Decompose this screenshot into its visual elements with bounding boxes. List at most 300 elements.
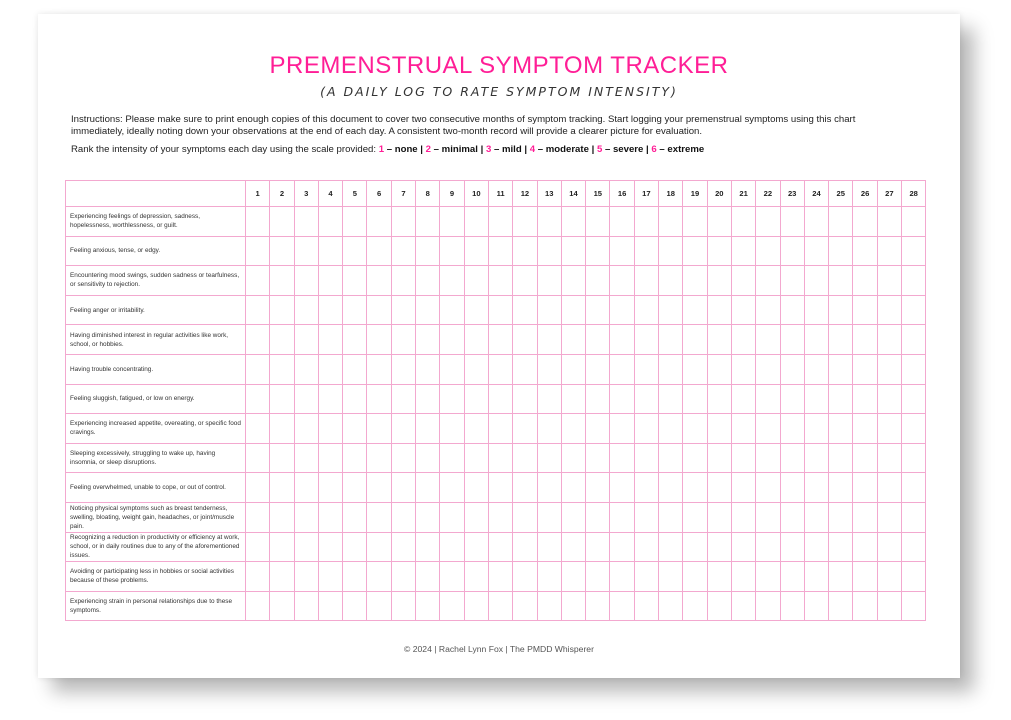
rating-cell[interactable]	[659, 532, 683, 562]
rating-cell[interactable]	[294, 532, 318, 562]
rating-cell[interactable]	[829, 502, 853, 532]
rating-cell[interactable]	[391, 295, 415, 325]
rating-cell[interactable]	[343, 295, 367, 325]
rating-cell[interactable]	[270, 295, 294, 325]
rating-cell[interactable]	[488, 207, 512, 237]
rating-cell[interactable]	[464, 325, 488, 355]
rating-cell[interactable]	[829, 532, 853, 562]
rating-cell[interactable]	[804, 443, 828, 473]
rating-cell[interactable]	[318, 236, 342, 266]
rating-cell[interactable]	[707, 562, 731, 592]
rating-cell[interactable]	[707, 207, 731, 237]
rating-cell[interactable]	[829, 591, 853, 621]
rating-cell[interactable]	[246, 562, 270, 592]
rating-cell[interactable]	[586, 532, 610, 562]
rating-cell[interactable]	[780, 354, 804, 384]
rating-cell[interactable]	[610, 236, 634, 266]
rating-cell[interactable]	[829, 443, 853, 473]
rating-cell[interactable]	[804, 532, 828, 562]
rating-cell[interactable]	[586, 591, 610, 621]
rating-cell[interactable]	[561, 354, 585, 384]
rating-cell[interactable]	[731, 207, 755, 237]
rating-cell[interactable]	[464, 236, 488, 266]
rating-cell[interactable]	[756, 502, 780, 532]
rating-cell[interactable]	[634, 354, 658, 384]
rating-cell[interactable]	[780, 562, 804, 592]
rating-cell[interactable]	[756, 591, 780, 621]
rating-cell[interactable]	[440, 532, 464, 562]
rating-cell[interactable]	[853, 473, 877, 503]
rating-cell[interactable]	[513, 295, 537, 325]
rating-cell[interactable]	[731, 236, 755, 266]
rating-cell[interactable]	[683, 532, 707, 562]
rating-cell[interactable]	[343, 384, 367, 414]
rating-cell[interactable]	[246, 532, 270, 562]
rating-cell[interactable]	[513, 473, 537, 503]
rating-cell[interactable]	[294, 295, 318, 325]
rating-cell[interactable]	[877, 266, 901, 296]
rating-cell[interactable]	[270, 207, 294, 237]
rating-cell[interactable]	[780, 414, 804, 444]
rating-cell[interactable]	[294, 266, 318, 296]
rating-cell[interactable]	[780, 473, 804, 503]
rating-cell[interactable]	[537, 473, 561, 503]
rating-cell[interactable]	[902, 325, 926, 355]
rating-cell[interactable]	[853, 295, 877, 325]
rating-cell[interactable]	[391, 354, 415, 384]
rating-cell[interactable]	[731, 473, 755, 503]
rating-cell[interactable]	[634, 266, 658, 296]
rating-cell[interactable]	[343, 591, 367, 621]
rating-cell[interactable]	[610, 502, 634, 532]
rating-cell[interactable]	[756, 207, 780, 237]
rating-cell[interactable]	[780, 532, 804, 562]
rating-cell[interactable]	[343, 532, 367, 562]
rating-cell[interactable]	[853, 532, 877, 562]
rating-cell[interactable]	[877, 502, 901, 532]
rating-cell[interactable]	[513, 354, 537, 384]
rating-cell[interactable]	[561, 414, 585, 444]
rating-cell[interactable]	[416, 443, 440, 473]
rating-cell[interactable]	[586, 443, 610, 473]
rating-cell[interactable]	[634, 591, 658, 621]
rating-cell[interactable]	[537, 502, 561, 532]
rating-cell[interactable]	[416, 532, 440, 562]
rating-cell[interactable]	[853, 354, 877, 384]
rating-cell[interactable]	[731, 384, 755, 414]
rating-cell[interactable]	[707, 532, 731, 562]
rating-cell[interactable]	[367, 473, 391, 503]
rating-cell[interactable]	[488, 354, 512, 384]
rating-cell[interactable]	[829, 295, 853, 325]
rating-cell[interactable]	[318, 532, 342, 562]
rating-cell[interactable]	[707, 473, 731, 503]
rating-cell[interactable]	[853, 443, 877, 473]
rating-cell[interactable]	[804, 354, 828, 384]
rating-cell[interactable]	[270, 443, 294, 473]
rating-cell[interactable]	[416, 562, 440, 592]
rating-cell[interactable]	[561, 502, 585, 532]
rating-cell[interactable]	[246, 384, 270, 414]
rating-cell[interactable]	[464, 414, 488, 444]
rating-cell[interactable]	[756, 384, 780, 414]
rating-cell[interactable]	[731, 325, 755, 355]
rating-cell[interactable]	[464, 443, 488, 473]
rating-cell[interactable]	[659, 266, 683, 296]
rating-cell[interactable]	[440, 414, 464, 444]
rating-cell[interactable]	[731, 354, 755, 384]
rating-cell[interactable]	[440, 236, 464, 266]
rating-cell[interactable]	[877, 384, 901, 414]
rating-cell[interactable]	[561, 532, 585, 562]
rating-cell[interactable]	[246, 236, 270, 266]
rating-cell[interactable]	[440, 354, 464, 384]
rating-cell[interactable]	[780, 207, 804, 237]
rating-cell[interactable]	[683, 236, 707, 266]
rating-cell[interactable]	[537, 443, 561, 473]
rating-cell[interactable]	[488, 266, 512, 296]
rating-cell[interactable]	[731, 295, 755, 325]
rating-cell[interactable]	[683, 354, 707, 384]
rating-cell[interactable]	[488, 325, 512, 355]
rating-cell[interactable]	[902, 384, 926, 414]
rating-cell[interactable]	[877, 473, 901, 503]
rating-cell[interactable]	[246, 591, 270, 621]
rating-cell[interactable]	[780, 266, 804, 296]
rating-cell[interactable]	[488, 532, 512, 562]
rating-cell[interactable]	[561, 562, 585, 592]
rating-cell[interactable]	[634, 443, 658, 473]
rating-cell[interactable]	[756, 236, 780, 266]
rating-cell[interactable]	[877, 443, 901, 473]
rating-cell[interactable]	[756, 295, 780, 325]
rating-cell[interactable]	[294, 502, 318, 532]
rating-cell[interactable]	[440, 207, 464, 237]
rating-cell[interactable]	[731, 532, 755, 562]
rating-cell[interactable]	[246, 354, 270, 384]
rating-cell[interactable]	[707, 591, 731, 621]
rating-cell[interactable]	[343, 502, 367, 532]
rating-cell[interactable]	[464, 591, 488, 621]
rating-cell[interactable]	[440, 562, 464, 592]
rating-cell[interactable]	[804, 414, 828, 444]
rating-cell[interactable]	[343, 443, 367, 473]
rating-cell[interactable]	[756, 562, 780, 592]
rating-cell[interactable]	[561, 236, 585, 266]
rating-cell[interactable]	[537, 207, 561, 237]
rating-cell[interactable]	[610, 266, 634, 296]
rating-cell[interactable]	[367, 443, 391, 473]
rating-cell[interactable]	[416, 473, 440, 503]
rating-cell[interactable]	[464, 384, 488, 414]
rating-cell[interactable]	[270, 236, 294, 266]
rating-cell[interactable]	[270, 384, 294, 414]
rating-cell[interactable]	[464, 354, 488, 384]
rating-cell[interactable]	[877, 414, 901, 444]
rating-cell[interactable]	[561, 384, 585, 414]
rating-cell[interactable]	[561, 266, 585, 296]
rating-cell[interactable]	[780, 295, 804, 325]
rating-cell[interactable]	[877, 354, 901, 384]
rating-cell[interactable]	[659, 236, 683, 266]
rating-cell[interactable]	[707, 384, 731, 414]
rating-cell[interactable]	[586, 207, 610, 237]
rating-cell[interactable]	[367, 354, 391, 384]
rating-cell[interactable]	[853, 562, 877, 592]
rating-cell[interactable]	[318, 473, 342, 503]
rating-cell[interactable]	[561, 207, 585, 237]
rating-cell[interactable]	[707, 502, 731, 532]
rating-cell[interactable]	[343, 266, 367, 296]
rating-cell[interactable]	[270, 502, 294, 532]
rating-cell[interactable]	[318, 295, 342, 325]
rating-cell[interactable]	[634, 502, 658, 532]
rating-cell[interactable]	[513, 502, 537, 532]
rating-cell[interactable]	[829, 207, 853, 237]
rating-cell[interactable]	[829, 354, 853, 384]
rating-cell[interactable]	[513, 325, 537, 355]
rating-cell[interactable]	[537, 414, 561, 444]
rating-cell[interactable]	[756, 414, 780, 444]
rating-cell[interactable]	[464, 295, 488, 325]
rating-cell[interactable]	[294, 414, 318, 444]
rating-cell[interactable]	[537, 591, 561, 621]
rating-cell[interactable]	[804, 502, 828, 532]
rating-cell[interactable]	[756, 443, 780, 473]
rating-cell[interactable]	[464, 473, 488, 503]
rating-cell[interactable]	[537, 236, 561, 266]
rating-cell[interactable]	[270, 473, 294, 503]
rating-cell[interactable]	[391, 236, 415, 266]
rating-cell[interactable]	[416, 354, 440, 384]
rating-cell[interactable]	[343, 354, 367, 384]
rating-cell[interactable]	[707, 443, 731, 473]
rating-cell[interactable]	[853, 502, 877, 532]
rating-cell[interactable]	[683, 502, 707, 532]
rating-cell[interactable]	[343, 562, 367, 592]
rating-cell[interactable]	[707, 414, 731, 444]
rating-cell[interactable]	[367, 207, 391, 237]
rating-cell[interactable]	[391, 591, 415, 621]
rating-cell[interactable]	[561, 325, 585, 355]
rating-cell[interactable]	[513, 384, 537, 414]
rating-cell[interactable]	[586, 354, 610, 384]
rating-cell[interactable]	[902, 532, 926, 562]
rating-cell[interactable]	[877, 532, 901, 562]
rating-cell[interactable]	[294, 325, 318, 355]
rating-cell[interactable]	[464, 562, 488, 592]
rating-cell[interactable]	[513, 266, 537, 296]
rating-cell[interactable]	[877, 325, 901, 355]
rating-cell[interactable]	[731, 443, 755, 473]
rating-cell[interactable]	[270, 532, 294, 562]
rating-cell[interactable]	[610, 591, 634, 621]
rating-cell[interactable]	[294, 562, 318, 592]
rating-cell[interactable]	[391, 502, 415, 532]
rating-cell[interactable]	[488, 384, 512, 414]
rating-cell[interactable]	[416, 414, 440, 444]
rating-cell[interactable]	[513, 207, 537, 237]
rating-cell[interactable]	[318, 562, 342, 592]
rating-cell[interactable]	[343, 473, 367, 503]
rating-cell[interactable]	[683, 207, 707, 237]
rating-cell[interactable]	[610, 443, 634, 473]
rating-cell[interactable]	[561, 473, 585, 503]
rating-cell[interactable]	[804, 473, 828, 503]
rating-cell[interactable]	[829, 236, 853, 266]
rating-cell[interactable]	[610, 295, 634, 325]
rating-cell[interactable]	[707, 325, 731, 355]
rating-cell[interactable]	[246, 414, 270, 444]
rating-cell[interactable]	[343, 414, 367, 444]
rating-cell[interactable]	[440, 295, 464, 325]
rating-cell[interactable]	[318, 384, 342, 414]
rating-cell[interactable]	[707, 236, 731, 266]
rating-cell[interactable]	[853, 325, 877, 355]
rating-cell[interactable]	[318, 207, 342, 237]
rating-cell[interactable]	[367, 414, 391, 444]
rating-cell[interactable]	[634, 414, 658, 444]
rating-cell[interactable]	[902, 295, 926, 325]
rating-cell[interactable]	[804, 591, 828, 621]
rating-cell[interactable]	[513, 414, 537, 444]
rating-cell[interactable]	[416, 384, 440, 414]
rating-cell[interactable]	[829, 266, 853, 296]
rating-cell[interactable]	[659, 562, 683, 592]
rating-cell[interactable]	[270, 414, 294, 444]
rating-cell[interactable]	[586, 236, 610, 266]
rating-cell[interactable]	[659, 207, 683, 237]
rating-cell[interactable]	[391, 384, 415, 414]
rating-cell[interactable]	[367, 384, 391, 414]
rating-cell[interactable]	[294, 207, 318, 237]
rating-cell[interactable]	[294, 384, 318, 414]
rating-cell[interactable]	[367, 236, 391, 266]
rating-cell[interactable]	[829, 325, 853, 355]
rating-cell[interactable]	[780, 236, 804, 266]
rating-cell[interactable]	[829, 473, 853, 503]
rating-cell[interactable]	[829, 562, 853, 592]
rating-cell[interactable]	[610, 384, 634, 414]
rating-cell[interactable]	[659, 325, 683, 355]
rating-cell[interactable]	[488, 562, 512, 592]
rating-cell[interactable]	[464, 207, 488, 237]
rating-cell[interactable]	[877, 207, 901, 237]
rating-cell[interactable]	[440, 591, 464, 621]
rating-cell[interactable]	[902, 473, 926, 503]
rating-cell[interactable]	[464, 532, 488, 562]
rating-cell[interactable]	[853, 414, 877, 444]
rating-cell[interactable]	[416, 591, 440, 621]
rating-cell[interactable]	[634, 532, 658, 562]
rating-cell[interactable]	[634, 207, 658, 237]
rating-cell[interactable]	[318, 591, 342, 621]
rating-cell[interactable]	[659, 591, 683, 621]
rating-cell[interactable]	[294, 236, 318, 266]
rating-cell[interactable]	[877, 591, 901, 621]
rating-cell[interactable]	[537, 295, 561, 325]
rating-cell[interactable]	[367, 325, 391, 355]
rating-cell[interactable]	[634, 295, 658, 325]
rating-cell[interactable]	[707, 354, 731, 384]
rating-cell[interactable]	[756, 354, 780, 384]
rating-cell[interactable]	[610, 414, 634, 444]
rating-cell[interactable]	[367, 266, 391, 296]
rating-cell[interactable]	[902, 591, 926, 621]
rating-cell[interactable]	[343, 325, 367, 355]
rating-cell[interactable]	[391, 562, 415, 592]
rating-cell[interactable]	[902, 266, 926, 296]
rating-cell[interactable]	[270, 325, 294, 355]
rating-cell[interactable]	[367, 562, 391, 592]
rating-cell[interactable]	[294, 473, 318, 503]
rating-cell[interactable]	[756, 473, 780, 503]
rating-cell[interactable]	[246, 443, 270, 473]
rating-cell[interactable]	[488, 591, 512, 621]
rating-cell[interactable]	[537, 562, 561, 592]
rating-cell[interactable]	[416, 207, 440, 237]
rating-cell[interactable]	[586, 325, 610, 355]
rating-cell[interactable]	[902, 354, 926, 384]
rating-cell[interactable]	[683, 443, 707, 473]
rating-cell[interactable]	[343, 207, 367, 237]
rating-cell[interactable]	[270, 354, 294, 384]
rating-cell[interactable]	[270, 266, 294, 296]
rating-cell[interactable]	[829, 414, 853, 444]
rating-cell[interactable]	[683, 295, 707, 325]
rating-cell[interactable]	[318, 414, 342, 444]
rating-cell[interactable]	[902, 443, 926, 473]
rating-cell[interactable]	[877, 236, 901, 266]
rating-cell[interactable]	[318, 354, 342, 384]
rating-cell[interactable]	[780, 325, 804, 355]
rating-cell[interactable]	[318, 266, 342, 296]
rating-cell[interactable]	[610, 207, 634, 237]
rating-cell[interactable]	[561, 295, 585, 325]
rating-cell[interactable]	[488, 502, 512, 532]
rating-cell[interactable]	[707, 295, 731, 325]
rating-cell[interactable]	[464, 266, 488, 296]
rating-cell[interactable]	[488, 443, 512, 473]
rating-cell[interactable]	[634, 236, 658, 266]
rating-cell[interactable]	[513, 591, 537, 621]
rating-cell[interactable]	[318, 502, 342, 532]
rating-cell[interactable]	[804, 236, 828, 266]
rating-cell[interactable]	[586, 295, 610, 325]
rating-cell[interactable]	[586, 266, 610, 296]
rating-cell[interactable]	[853, 207, 877, 237]
rating-cell[interactable]	[416, 295, 440, 325]
rating-cell[interactable]	[416, 502, 440, 532]
rating-cell[interactable]	[586, 414, 610, 444]
rating-cell[interactable]	[367, 591, 391, 621]
rating-cell[interactable]	[780, 384, 804, 414]
rating-cell[interactable]	[659, 354, 683, 384]
rating-cell[interactable]	[391, 532, 415, 562]
rating-cell[interactable]	[318, 443, 342, 473]
rating-cell[interactable]	[659, 443, 683, 473]
rating-cell[interactable]	[440, 443, 464, 473]
rating-cell[interactable]	[610, 325, 634, 355]
rating-cell[interactable]	[683, 266, 707, 296]
rating-cell[interactable]	[877, 295, 901, 325]
rating-cell[interactable]	[610, 354, 634, 384]
rating-cell[interactable]	[902, 502, 926, 532]
rating-cell[interactable]	[367, 502, 391, 532]
rating-cell[interactable]	[416, 236, 440, 266]
rating-cell[interactable]	[440, 325, 464, 355]
rating-cell[interactable]	[246, 325, 270, 355]
